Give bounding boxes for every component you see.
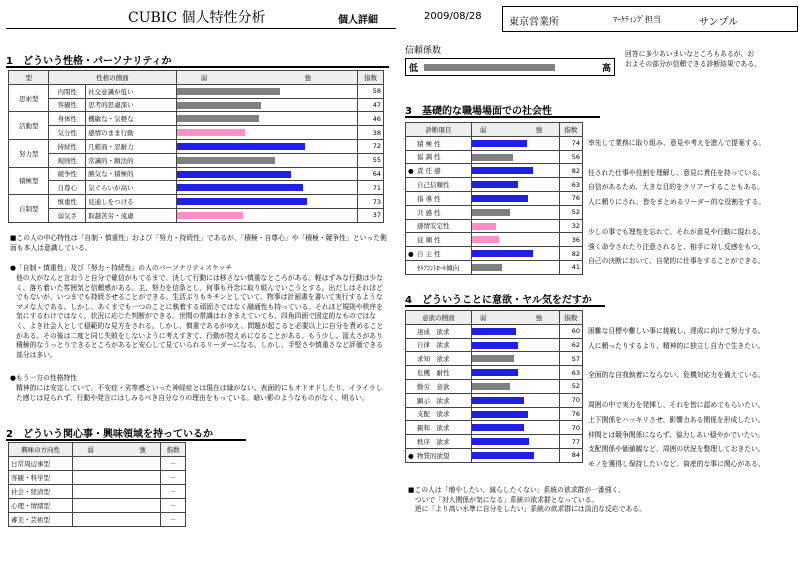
social-table bbox=[405, 122, 583, 275]
interest-header-row bbox=[9, 443, 186, 457]
personality-bar bbox=[177, 102, 261, 109]
personality-row bbox=[9, 153, 384, 167]
section4-heading: 4 どういうことに意欲・ヤル気をだすか bbox=[405, 291, 605, 307]
personality-bar bbox=[177, 171, 291, 178]
reliability-low-label: 低 bbox=[409, 64, 419, 74]
col-item: 診断項目 bbox=[406, 123, 472, 137]
col-motive: 意欲の側面 bbox=[406, 311, 472, 325]
motivation-label-cell bbox=[406, 393, 472, 407]
motivation-bar-cell bbox=[471, 448, 559, 462]
interest-bar-cell bbox=[73, 457, 161, 471]
personality-bar bbox=[177, 129, 245, 136]
other-trait-body: 精神的には安定していて、不安症・劣等感といった神経症とは現在は縁がない。表面的にもオドオドしたり、イライラした感じは見られず、行動や発言にはしみるべき自分なりの理由をもっている。暗い影のようなものがなく、明るい。 bbox=[16, 384, 383, 402]
motivation-row bbox=[406, 435, 583, 449]
motivation-index: 70 bbox=[559, 421, 582, 435]
personality-bar-cell bbox=[176, 181, 358, 195]
interest-bar-cell bbox=[73, 499, 161, 513]
social-index: 36 bbox=[559, 233, 582, 247]
motivation-comment: 周囲の中で実力を発揮し、それを皆に認めてもらいたい。 bbox=[588, 400, 765, 409]
social-bar-cell bbox=[471, 136, 559, 150]
scale-strong-label: 強 bbox=[304, 73, 312, 82]
social-label: 従 順 性 bbox=[417, 236, 441, 245]
personality-type: 努力型 bbox=[9, 139, 49, 167]
motivation-index: 62 bbox=[559, 338, 582, 352]
motive-strong-label: 強 bbox=[535, 313, 543, 322]
personality-row bbox=[9, 98, 384, 112]
personality-index: 38 bbox=[358, 126, 384, 140]
social-label: 共 感 性 bbox=[417, 208, 441, 217]
interest-row bbox=[9, 471, 186, 485]
personality-index: 73 bbox=[358, 195, 384, 209]
col-social-scale bbox=[471, 123, 559, 137]
motivation-bar bbox=[472, 424, 524, 431]
personality-aspect: 内閉性 bbox=[49, 84, 86, 98]
personality-desc: 感情のまま行動 bbox=[86, 126, 176, 140]
interest-label: 社会・経済型 bbox=[9, 485, 73, 499]
social-comment bbox=[588, 151, 798, 166]
social-bar bbox=[472, 223, 496, 230]
social-label: 指 導 性 bbox=[417, 194, 441, 203]
personality-row bbox=[9, 84, 384, 98]
motivation-label-cell bbox=[406, 448, 472, 462]
social-bar-cell bbox=[471, 205, 559, 219]
personality-desc: 取越苦労・遠慮 bbox=[86, 208, 176, 222]
social-bar bbox=[472, 195, 528, 202]
motivation-row bbox=[406, 393, 583, 407]
other-trait-heading: ●もう一方の性格特性 bbox=[10, 374, 78, 382]
personality-index: 55 bbox=[358, 153, 384, 167]
motivation-label-cell bbox=[406, 407, 472, 421]
interest-label: 客観・科学型 bbox=[9, 471, 73, 485]
col-social-index: 指数 bbox=[559, 123, 582, 137]
social-bar bbox=[472, 181, 518, 188]
motivation-label: 危機 耐性 bbox=[417, 369, 450, 378]
personality-index: 47 bbox=[358, 98, 384, 112]
personality-index: 46 bbox=[358, 112, 384, 126]
motivation-bar bbox=[472, 355, 514, 362]
motivation-bar-cell bbox=[471, 366, 559, 380]
social-index: 41 bbox=[559, 260, 582, 274]
section2-heading: 2 どういう関心事・興味領域を持っているか bbox=[6, 425, 246, 441]
personality-bar-cell bbox=[176, 208, 358, 222]
motivation-index: 70 bbox=[559, 393, 582, 407]
motivation-index: 52 bbox=[559, 379, 582, 393]
motivation-bar-cell bbox=[471, 352, 559, 366]
motivation-bar-cell bbox=[471, 407, 559, 421]
personality-row bbox=[9, 195, 384, 209]
motivation-table bbox=[405, 310, 583, 463]
personality-bar bbox=[177, 115, 259, 122]
personality-bar bbox=[177, 198, 307, 205]
motivation-row bbox=[406, 324, 583, 338]
section3-heading: 3 基礎的な職場場面での社会性 bbox=[405, 102, 600, 118]
motivation-row bbox=[406, 448, 583, 462]
personality-desc: 気ぐらいが高い bbox=[86, 181, 176, 195]
personality-bar bbox=[177, 157, 275, 164]
motivation-label-cell bbox=[406, 435, 472, 449]
social-row bbox=[406, 164, 583, 178]
motivation-row bbox=[406, 379, 583, 393]
social-header-row bbox=[406, 123, 583, 137]
motivation-bar bbox=[472, 438, 529, 445]
social-comment: 少しの事でも理性を忘れて、それが意見や行動に現れる。 bbox=[588, 227, 765, 236]
personality-row bbox=[9, 112, 384, 126]
motivation-comment: 全面的な自我執着にならない、危機対応力を備えている。 bbox=[588, 371, 765, 380]
social-index: 56 bbox=[559, 150, 582, 164]
header-underline bbox=[6, 28, 396, 29]
interest-index: － bbox=[161, 485, 186, 499]
personality-bar-cell bbox=[176, 167, 358, 181]
motivation-bar-cell bbox=[471, 435, 559, 449]
col-scale bbox=[176, 71, 358, 85]
social-mark: ● bbox=[408, 167, 414, 176]
motivation-label: 求知 欲求 bbox=[417, 355, 450, 364]
social-label: 協 調 性 bbox=[417, 153, 441, 162]
interest-label: 日常周辺事型 bbox=[9, 457, 73, 471]
motivation-comment: 支配関係や価値観など、周囲の状況を整理しておきたい。 bbox=[588, 445, 765, 454]
personality-bar-cell bbox=[176, 139, 358, 153]
motivation-bar bbox=[472, 452, 534, 459]
social-row bbox=[406, 150, 583, 164]
personality-desc: 勝気な・積極的 bbox=[86, 167, 176, 181]
personality-aspect: 自尊心 bbox=[49, 181, 86, 195]
col-motive-scale bbox=[471, 311, 559, 325]
interest-row bbox=[9, 499, 186, 513]
social-comment bbox=[588, 210, 798, 225]
personality-aspect: 気分性 bbox=[49, 126, 86, 140]
social-comments bbox=[588, 136, 798, 284]
social-label-cell bbox=[406, 191, 472, 205]
department: ﾏｰｹﾃｨﾝｸﾞ担当 bbox=[613, 15, 661, 24]
social-comment: 率先して業務に取り組み、意見や考えを進んで提案する。 bbox=[588, 139, 766, 147]
motivation-row bbox=[406, 366, 583, 380]
social-bar bbox=[472, 140, 527, 147]
motivation-index: 63 bbox=[559, 366, 582, 380]
motivation-label-cell bbox=[406, 366, 472, 380]
personality-desc: 常識的・順法的 bbox=[86, 153, 176, 167]
sketch-body: 他の人がなんと言おうと自分で確信がもてるまで、決して行動には移さない慎重なところがある。軽はずみな行動は少なく、落ち着いた雰囲気と信頼感がある。主、努力を信条とし、何事も丹念に取り組んでいこうとする。出だしはそれほどでもないが、いつまでも持続させることができる。生活ぶりもキチンとしていて、物事は計画書を書いて実行するようなマメな人である。しかし、あくまでも一つのことに執着する頑固さではなく融通性も持っている。それほど規則や秩序を気にするわけではなく、状況に応じた判断ができる。世間の常識はわきまえていても、四角四面で固定的なものではなく、よき社会人として穏範的な見方をされる。しかし、慎重であるがゆえ、問題が起こると必要以上に自分を責めることがある。その後は二度と同じ失敗をしないように考えすぎて、行動が控えめになることがある。もう少し、図太さがあり積極的なうっとりできるところがあると安心して見ていられるリーダーになる。しかし、手堅さや慎重さなど評価できる部分は多い。 bbox=[16, 274, 384, 359]
section1-heading: 1 どういう性格・パーソナリティか bbox=[6, 52, 389, 68]
col-motive-index: 指数 bbox=[559, 311, 582, 325]
personality-desc: 見通しをつける bbox=[86, 195, 176, 209]
personality-bar bbox=[177, 143, 305, 150]
social-bar bbox=[472, 236, 499, 243]
interest-row bbox=[9, 513, 186, 527]
scale-weak-label: 弱 bbox=[200, 73, 208, 82]
interest-bar-cell bbox=[73, 513, 161, 527]
social-label-cell bbox=[406, 260, 472, 274]
personality-type: 思索型 bbox=[9, 84, 49, 112]
social-bar-cell bbox=[471, 150, 559, 164]
personality-bar-cell bbox=[176, 98, 358, 112]
social-bar bbox=[472, 167, 533, 174]
motivation-label-cell bbox=[406, 338, 472, 352]
social-bar-cell bbox=[471, 191, 559, 205]
personality-bar-cell bbox=[176, 126, 358, 140]
social-row bbox=[406, 178, 583, 192]
personality-aspect: 客観性 bbox=[49, 98, 86, 112]
social-label-cell bbox=[406, 136, 472, 150]
motivation-index: 84 bbox=[559, 448, 582, 462]
personality-aspect: 規則性 bbox=[49, 153, 86, 167]
motivation-bar-cell bbox=[471, 338, 559, 352]
social-row bbox=[406, 247, 583, 261]
social-index: 63 bbox=[559, 178, 582, 192]
motivation-bar-cell bbox=[471, 324, 559, 338]
personality-desc: 機敏な・気軽な bbox=[86, 112, 176, 126]
personality-index: 37 bbox=[358, 208, 384, 222]
personality-type: 積極型 bbox=[9, 167, 49, 195]
personality-bar-cell bbox=[176, 84, 358, 98]
interest-weak-label: 弱 bbox=[87, 446, 94, 454]
personality-aspect: 弱気さ bbox=[49, 208, 86, 222]
social-index: 82 bbox=[559, 247, 582, 261]
personality-index: 64 bbox=[358, 167, 384, 181]
col-type: 型 bbox=[9, 71, 49, 85]
personality-desc: 思考的思慮深い bbox=[86, 98, 176, 112]
social-label: 責 任 感 bbox=[417, 167, 441, 176]
personality-bar bbox=[177, 212, 243, 219]
social-label: 感情安定性 bbox=[417, 222, 450, 231]
personality-row bbox=[9, 139, 384, 153]
interest-row bbox=[9, 457, 186, 471]
interest-row bbox=[9, 485, 186, 499]
motivation-row bbox=[406, 421, 583, 435]
person-name: サンプル bbox=[699, 17, 739, 28]
reliability-fill bbox=[424, 64, 555, 71]
personality-header-row bbox=[9, 71, 384, 85]
motivation-bar bbox=[472, 369, 518, 376]
social-weak-label: 弱 bbox=[479, 125, 487, 134]
social-label: ｾﾙﾌｺﾝﾄﾛｰﾙ傾向 bbox=[417, 263, 460, 272]
social-mark: ● bbox=[408, 250, 414, 259]
col-index: 指数 bbox=[358, 71, 384, 85]
personality-type: 活動型 bbox=[9, 112, 49, 140]
social-bar bbox=[472, 264, 502, 271]
motivation-header-row bbox=[406, 311, 583, 325]
personality-desc: 社交意識が低い bbox=[86, 84, 176, 98]
interest-index: － bbox=[161, 457, 186, 471]
motivation-comment: 仲間とは競争関係にならず、協力しあい穏やかでいたい。 bbox=[588, 430, 765, 439]
social-comment bbox=[588, 269, 798, 284]
motivation-label-cell bbox=[406, 324, 472, 338]
motivation-bar-cell bbox=[471, 421, 559, 435]
interest-bar-cell bbox=[73, 471, 161, 485]
motivation-label: 支配 欲求 bbox=[417, 410, 450, 419]
personality-type: 自制型 bbox=[9, 195, 49, 223]
motivation-bar bbox=[472, 328, 516, 335]
personality-row bbox=[9, 126, 384, 140]
social-label-cell bbox=[406, 219, 472, 233]
motivation-index: 57 bbox=[559, 352, 582, 366]
interest-label: 心理・情緒型 bbox=[9, 499, 73, 513]
personality-aspect: 持続性 bbox=[49, 139, 86, 153]
social-label: 自 主 性 bbox=[417, 250, 441, 259]
reliability-note: 回答に多少あいまいなところもあるが、お およその部分が信頼できる診断結果である。 bbox=[625, 50, 761, 68]
motivation-bar bbox=[472, 411, 528, 418]
social-comment: 自己の決断において、自発的に仕事をすることができる。 bbox=[588, 257, 765, 266]
report-title: CUBIC 個人特性分析 bbox=[128, 10, 266, 26]
personality-row bbox=[9, 181, 384, 195]
personality-index: 58 bbox=[358, 84, 384, 98]
social-bar-cell bbox=[471, 178, 559, 192]
social-index: 74 bbox=[559, 136, 582, 150]
social-label: 積 極 性 bbox=[417, 139, 441, 148]
motivation-bar bbox=[472, 397, 524, 404]
col-direction: 興味の方向性 bbox=[9, 443, 73, 457]
sketch-heading: ●「自制・慎重性」及び「努力・持続性」の人のパーソナリティスケッチ bbox=[10, 264, 233, 272]
social-bar bbox=[472, 250, 533, 257]
motivation-comment: 困難な目標や難しい事に挑戦し、達成に向けて努力する。 bbox=[588, 327, 765, 335]
social-bar-cell bbox=[471, 219, 559, 233]
interest-label: 審美・芸術型 bbox=[9, 513, 73, 527]
personality-bar-cell bbox=[176, 112, 358, 126]
reliability-high-label: 高 bbox=[601, 64, 611, 74]
social-label-cell bbox=[406, 205, 472, 219]
social-bar bbox=[472, 209, 510, 216]
personality-bar bbox=[177, 184, 303, 191]
motivation-comments bbox=[588, 324, 798, 472]
social-comment: 人に頼りにされ、皆をまとめるリーダー的な役割をする。 bbox=[588, 198, 766, 207]
personality-aspect: 競争性 bbox=[49, 167, 86, 181]
motivation-bar-cell bbox=[471, 379, 559, 393]
motive-weak-label: 弱 bbox=[479, 313, 487, 322]
motivation-label: 自律 欲求 bbox=[417, 341, 450, 350]
social-row bbox=[406, 191, 583, 205]
social-row bbox=[406, 260, 583, 274]
social-comment: 自信があるため、大きな目的をクリアーすることもある。 bbox=[588, 183, 764, 192]
subject-info-box bbox=[502, 6, 798, 32]
motivation-comment: 上下関係をハッキリさせ、影響力ある関係を形成したい。 bbox=[588, 415, 765, 424]
social-label-cell bbox=[406, 178, 472, 192]
motivation-label-cell bbox=[406, 379, 472, 393]
social-label-cell bbox=[406, 164, 472, 178]
motivation-row bbox=[406, 407, 583, 421]
social-bar-cell bbox=[471, 260, 559, 274]
reliability-title: 信頼係数 bbox=[405, 46, 442, 56]
personality-desc: 几帳面・忍耐力 bbox=[86, 139, 176, 153]
social-bar-cell bbox=[471, 247, 559, 261]
col-aspect: 性格の側面 bbox=[49, 71, 176, 85]
interest-index: － bbox=[161, 513, 186, 527]
social-index: 32 bbox=[559, 219, 582, 233]
personality-aspect: 身体性 bbox=[49, 112, 86, 126]
social-label-cell bbox=[406, 150, 472, 164]
personality-row bbox=[9, 208, 384, 222]
personality-bar-cell bbox=[176, 153, 358, 167]
motivation-row bbox=[406, 338, 583, 352]
motivation-label: 顕示 欲求 bbox=[417, 396, 450, 405]
motivation-index: 76 bbox=[559, 407, 582, 421]
office-name: 東京営業所 bbox=[509, 17, 559, 28]
motivation-label: 達成 欲求 bbox=[417, 327, 450, 336]
social-index: 52 bbox=[559, 205, 582, 219]
social-bar-cell bbox=[471, 233, 559, 247]
reliability-track bbox=[424, 64, 594, 71]
motivation-label-cell bbox=[406, 352, 472, 366]
motivation-label: 秩序 欲求 bbox=[417, 438, 450, 447]
personality-table bbox=[8, 70, 384, 223]
social-row bbox=[406, 233, 583, 247]
social-label: 自己信頼性 bbox=[417, 181, 450, 190]
motivation-comment bbox=[588, 354, 798, 369]
personality-index: 71 bbox=[358, 181, 384, 195]
personality-row bbox=[9, 167, 384, 181]
motivation-index: 77 bbox=[559, 435, 582, 449]
personality-index: 72 bbox=[358, 139, 384, 153]
motivation-bar bbox=[472, 383, 510, 390]
motivation-label: 物質的欲望 bbox=[417, 451, 450, 460]
motivation-comment bbox=[588, 383, 798, 398]
motivation-bar bbox=[472, 342, 518, 349]
report-subtitle: 個人詳細 bbox=[338, 15, 378, 26]
social-comment: 任された仕事や役割を理解し、意見に責任を持っている。 bbox=[588, 168, 765, 177]
social-bar-cell bbox=[471, 164, 559, 178]
section4-summary: ■この人は「増やしたい、減らしたくない」系統の欲求群が一番強く、 ついで「対人関係が気になる」系統の欲求群となっている。 逆に「より高い水準に自分をしたい」系統の欲求群には淡泊な反応である。 bbox=[408, 486, 646, 514]
motivation-bar-cell bbox=[471, 393, 559, 407]
motivation-comment: 人に頼ったりするより、精神的に独立し自力で生きたい。 bbox=[588, 341, 765, 350]
motivation-label: 親和 欲求 bbox=[417, 424, 450, 433]
motivation-row bbox=[406, 352, 583, 366]
social-row bbox=[406, 205, 583, 219]
social-label-cell bbox=[406, 247, 472, 261]
social-index: 82 bbox=[559, 164, 582, 178]
personality-bar bbox=[177, 88, 280, 95]
motivation-index: 60 bbox=[559, 324, 582, 338]
social-comment: 強く命令されたり注意されると、相手に対し反感をもつ。 bbox=[588, 242, 765, 251]
col-interest-scale bbox=[73, 443, 161, 457]
col-interest-index: 指数 bbox=[161, 443, 186, 457]
reliability-bar-box bbox=[405, 58, 615, 76]
interest-index: － bbox=[161, 499, 186, 513]
section1-summary: ■この人の中心特性は「自制・慎重性」および「努力・持続性」であるが、「積極・自尊心」や「積極・競争性」といった側面も本人は意識している。 bbox=[10, 234, 387, 252]
report-date: 2009/08/28 bbox=[424, 11, 482, 22]
motivation-label: 勤労 意欲 bbox=[417, 382, 450, 391]
social-label-cell bbox=[406, 233, 472, 247]
motivation-mark: ● bbox=[408, 451, 414, 460]
interest-strong-label: 強 bbox=[139, 446, 146, 454]
social-bar bbox=[472, 154, 513, 161]
motivation-comment: モノを獲得し保持したいなど、資産的な事に関心がある。 bbox=[588, 460, 765, 469]
interest-index: － bbox=[161, 471, 186, 485]
social-row bbox=[406, 219, 583, 233]
social-strong-label: 強 bbox=[535, 125, 543, 134]
social-row bbox=[406, 136, 583, 150]
personality-aspect: 慎重性 bbox=[49, 195, 86, 209]
interest-bar-cell bbox=[73, 485, 161, 499]
personality-bar-cell bbox=[176, 195, 358, 209]
social-index: 76 bbox=[559, 191, 582, 205]
motivation-label-cell bbox=[406, 421, 472, 435]
interest-table bbox=[8, 442, 186, 527]
